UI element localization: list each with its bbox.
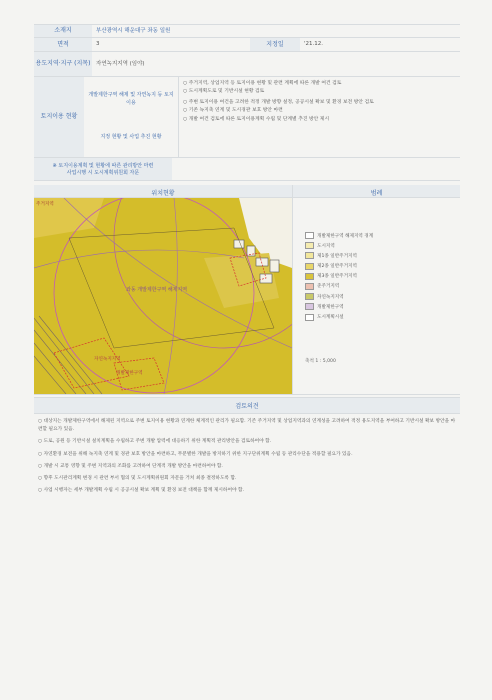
location-row (34, 24, 460, 38)
designation-value: '21.12. (304, 41, 324, 48)
legend-item (305, 273, 460, 280)
legend-swatch (305, 293, 314, 300)
zoning-row (34, 52, 460, 77)
legend-swatch (305, 252, 314, 259)
map-label-bottom2: 개발제한구역 (116, 371, 143, 376)
status-detail-line: ○ 개발 여건 검토에 따른 토지이용계획 수립 및 단계별 추진 방안 제시 (183, 116, 330, 122)
zoning-value: 자연녹지지역 (임야) (96, 60, 145, 67)
note-sub: 사업시행 시 도시계획위원회 자문 (66, 170, 140, 176)
legend-label: 준주거지역 (317, 284, 340, 290)
review-paragraph: ○ 향후 도시관리계획 변경 시 관련 부서 협의 및 도시계획위원회 자문을 거쳐 최종 결정하도록 함. (38, 476, 237, 482)
map-label-bottom1: 자연녹지지역 (94, 357, 121, 362)
note-empty (172, 158, 460, 180)
note-row (34, 158, 460, 181)
document-sheet (34, 24, 460, 500)
legend-label: 제3종 일반주거지역 (317, 274, 357, 280)
legend-item (305, 252, 460, 259)
review-body (34, 414, 460, 496)
location-map (34, 198, 292, 394)
area-value: 3 (96, 41, 100, 48)
area-label: 면적 (34, 38, 92, 51)
status-sub-2: 지정 현황 및 사업 추진 현황 (100, 134, 162, 141)
legend-swatch (305, 232, 314, 239)
status-row (34, 77, 460, 158)
legend-item (305, 293, 460, 300)
review-paragraph: ○ 대상지는 개발제한구역에서 해제된 지역으로 주변 토지이용 현황과 연계한 체계적인 관리가 필요함. 기존 주거지역 및 상업지역과의 연계성을 고려하여 적정 용도지역을 부여하고 기반시설 확보 방안을 마련할 필요가 있음. (38, 419, 456, 433)
legend-swatch (305, 314, 314, 321)
legend-item (305, 283, 460, 290)
review-paragraph: ○ 자연환경 보전을 위해 녹지축 연계 및 경관 보호 방안을 마련하고, 무분별한 개발을 방지하기 위한 지구단위계획 수립 등 관리수단을 적용할 필요가 있음. (38, 451, 353, 457)
review-paragraph: ○ 도로, 공원 등 기반시설 설치계획을 수립하고 주변 개발 압력에 대응하기 위한 계획적 관리방안을 검토하여야 함. (38, 439, 272, 445)
legend-label: 자연녹지지역 (317, 294, 344, 300)
legend-label: 제2종 일반주거지역 (317, 264, 357, 270)
status-detail-line: ○ 도시계획도로 및 기반시설 현황 검토 (183, 89, 265, 95)
legend-panel (292, 198, 460, 394)
status-subcolumn (84, 77, 179, 157)
legend-label: 도시지역 (317, 243, 335, 249)
map-graphic (34, 198, 292, 394)
legend-item (305, 314, 460, 321)
legend-item (305, 242, 460, 249)
map-header-row (34, 185, 460, 198)
legend-swatch (305, 273, 314, 280)
zoning-label: 용도지역·지구 (지목) (34, 52, 92, 76)
legend-swatch (305, 283, 314, 290)
location-label: 소재지 (34, 25, 92, 37)
legend-label: 도시계획시설 (317, 315, 344, 320)
review-paragraph: ○ 사업 시행자는 세부 개발계획 수립 시 공공시설 확보 계획 및 환경 보전 대책을 함께 제시하여야 함. (38, 488, 245, 494)
legend-swatch (305, 242, 314, 249)
review-paragraph: ○ 개발 시 교통 영향 및 주변 지역과의 조화를 고려하여 단계적 개발 방안을 마련하여야 함. (38, 463, 223, 469)
status-detail-line: ○ 주변 토지이용 여건을 고려한 적정 개발 방향 설정, 공공시설 확보 및 환경 보전 방안 검토 (183, 100, 374, 106)
map-title: 위치현황 (34, 185, 292, 197)
map-row (34, 198, 460, 395)
note-cell (34, 158, 172, 180)
note-label: ※ 토지이용계획 및 현황에 따른 관리방안 마련 (52, 163, 154, 169)
location-value: 부산광역시 해운대구 좌동 일원 (96, 27, 171, 34)
legend-title: 범례 (292, 185, 460, 197)
designation-label: 지정일 (250, 38, 300, 51)
legend-swatch (305, 263, 314, 270)
status-label: 토지이용 현황 (34, 77, 84, 157)
status-detail-line: ○ 기존 녹지축 연계 및 도시경관 보호 방안 마련 (183, 108, 283, 114)
scale-note: 축척 1 : 5,000 (305, 359, 336, 364)
map-label-left: 주거지역 (36, 202, 54, 207)
legend-label: 개발제한구역 (317, 304, 344, 310)
legend-label: 제1종 일반주거지역 (317, 253, 357, 259)
status-detail-line: ○ 주거지역, 상업지역 등 토지이용 현황 및 관련 계획에 따른 개발 여건 검토 (183, 81, 342, 86)
map-area-label: 좌동 개발제한구역 해제지역 (126, 287, 188, 293)
legend-swatch (305, 303, 314, 310)
area-row (34, 38, 460, 52)
legend-label: 개발제한구역 해제지역 경계 (317, 233, 374, 239)
review-title: 검토의견 (34, 397, 460, 414)
status-detail (179, 77, 460, 157)
legend-list (305, 232, 460, 321)
legend-item (305, 232, 460, 239)
legend-item (305, 263, 460, 270)
status-sub-1: 개발제한구역 해제 및 자연녹지 등 토지이용 (88, 92, 174, 106)
legend-item (305, 303, 460, 310)
